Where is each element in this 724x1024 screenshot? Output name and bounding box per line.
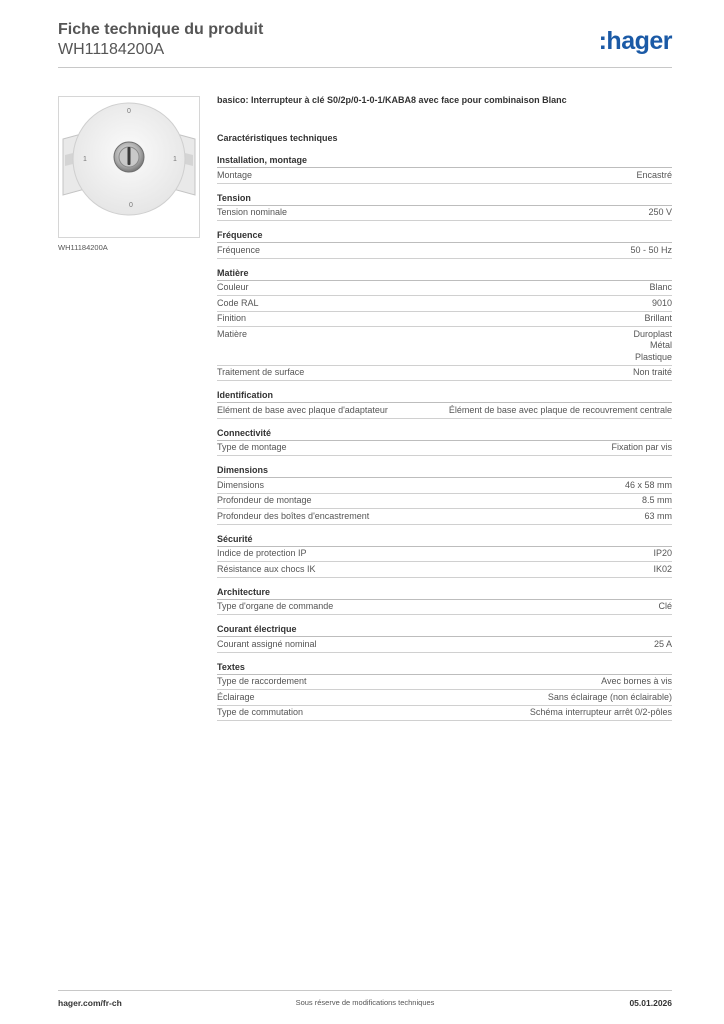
product-image [58,96,200,238]
spec-label: Type de montage [217,442,287,452]
spec-value-line: Blanc [649,282,672,292]
spec-section [217,622,672,653]
spec-value [625,480,672,492]
key-switch-illustration [59,97,199,237]
spec-row [217,562,672,578]
spec-label: Dimensions [217,479,265,490]
section-title: Sécurité [217,532,672,547]
section-title: Textes [217,660,672,675]
spec-row [217,706,672,722]
spec-row [217,675,672,691]
spec-row [217,600,672,616]
spec-label: Matière [217,328,248,339]
section-title: Dimensions [217,463,672,478]
spec-value [653,548,672,560]
spec-value [530,707,672,719]
spec-value-line: 250 V [648,207,672,217]
spec-row [217,366,672,382]
spec-value-line: Plastique [634,351,672,362]
dial-mark-right: 1 [173,156,177,163]
spec-value [611,442,672,454]
spec-section [217,191,672,222]
spec-value-line: Élément de base avec plaque de recouvrement centrale [448,404,672,415]
spec-section [217,463,672,525]
spec-label: Indice de protection IP [217,548,307,558]
page-header [58,20,672,60]
spec-value [633,329,672,364]
section-title: Fréquence [217,228,672,243]
spec-row [217,312,672,328]
spec-label: Montage [217,169,253,180]
spec-label: Type de raccordement [217,676,307,686]
spec-value [658,601,672,613]
spec-value-line: Duroplast [633,328,672,339]
spec-label: Éclairage [217,691,255,702]
spec-label: Traitement de surface [217,367,305,377]
spec-value-line: Encastré [636,169,672,180]
image-caption: WH11184200A [58,243,108,252]
spec-label: Couleur [217,282,249,292]
spec-section [217,388,672,419]
spec-row [217,243,672,259]
header-divider [58,67,672,68]
spec-value [649,282,672,294]
section-title: Identification [217,388,672,403]
section-title: Matière [217,266,672,281]
spec-value [633,367,672,379]
spec-section [217,585,672,616]
spec-section [217,266,672,382]
spec-section [217,228,672,259]
spec-row [217,494,672,510]
spec-value-line: Métal [649,340,672,350]
product-description: basico: Interrupteur à clé S0/2p/0-1-0-1/KABA8 avec face pour combinaison Blanc [217,95,567,105]
spec-content [217,94,672,728]
spec-section [217,660,672,722]
spec-value-line: Non traité [632,367,672,377]
dial-mark-bottom: 0 [129,202,133,209]
spec-label: Profondeur des boîtes d'encastrement [217,510,370,521]
spec-value-line: 8.5 mm [641,495,672,505]
spec-row [217,206,672,222]
spec-row [217,327,672,366]
spec-value-line: 9010 [651,297,672,308]
spec-value [648,207,672,219]
spec-label: Type d'organe de commande [217,601,334,611]
spec-value [653,564,672,576]
spec-value [449,405,672,417]
footer-website: hager.com/fr-ch [58,998,122,1008]
spec-sections [217,153,672,721]
spec-value-line: 63 mm [644,510,672,521]
spec-label: Finition [217,313,247,323]
spec-label: Elément de base avec plaque d'adaptateur [217,404,388,415]
spec-value-line: Brillant [644,313,672,323]
spec-value [548,692,672,704]
spec-section [217,532,672,578]
hager-logo: :hager [598,27,672,55]
specs-heading: Caractéristiques techniques [217,133,338,143]
spec-value-line: IP20 [653,548,672,558]
spec-value [601,676,672,688]
spec-row [217,441,672,457]
spec-row [217,690,672,706]
spec-label: Profondeur de montage [217,495,312,505]
spec-value-line: 50 - 50 Hz [630,244,672,255]
spec-row [217,509,672,525]
spec-label: Résistance aux chocs IK [217,563,316,574]
spec-value-line: Schéma interrupteur arrêt 0/2-pôles [529,707,672,717]
section-title: Installation, montage [217,153,672,168]
footer-disclaimer: Sous réserve de modifications techniques [295,998,435,1007]
dial-mark-top: 0 [127,108,131,115]
spec-value [630,245,672,257]
spec-section [217,153,672,184]
key-slot [128,147,131,165]
spec-row [217,296,672,312]
spec-value-line: 46 x 58 mm [624,479,672,490]
spec-section [217,426,672,457]
footer-date: 05.01.2026 [629,998,672,1008]
dial-mark-left: 1 [83,156,87,163]
spec-label: Courant assigné nominal [217,638,317,649]
spec-label: Tension nominale [217,207,288,217]
section-title: Architecture [217,585,672,600]
spec-row [217,547,672,563]
spec-value [644,313,672,325]
spec-row [217,637,672,653]
spec-value-line: Sans éclairage (non éclairable) [547,691,672,702]
section-title: Tension [217,191,672,206]
spec-value-line: 25 A [653,638,672,649]
spec-value [644,511,672,523]
page-title: Fiche technique du produit [58,21,264,38]
spec-value [652,298,672,310]
spec-value [636,170,672,182]
spec-label: Type de commutation [217,707,304,717]
spec-value [654,639,672,651]
spec-row [217,478,672,494]
footer-divider [58,990,672,991]
spec-value-line: Fixation par vis [611,442,672,452]
spec-label: Code RAL [217,297,259,308]
spec-label: Fréquence [217,244,261,255]
spec-value [642,495,672,507]
section-title: Connectivité [217,426,672,441]
section-title: Courant électrique [217,622,672,637]
product-reference: WH11184200A [58,41,165,58]
spec-row [217,281,672,297]
spec-value-line: Avec bornes à vis [601,676,672,686]
spec-value-line: IK02 [653,563,672,574]
spec-row [217,403,672,419]
spec-value-line: Clé [658,601,672,611]
spec-row [217,168,672,184]
